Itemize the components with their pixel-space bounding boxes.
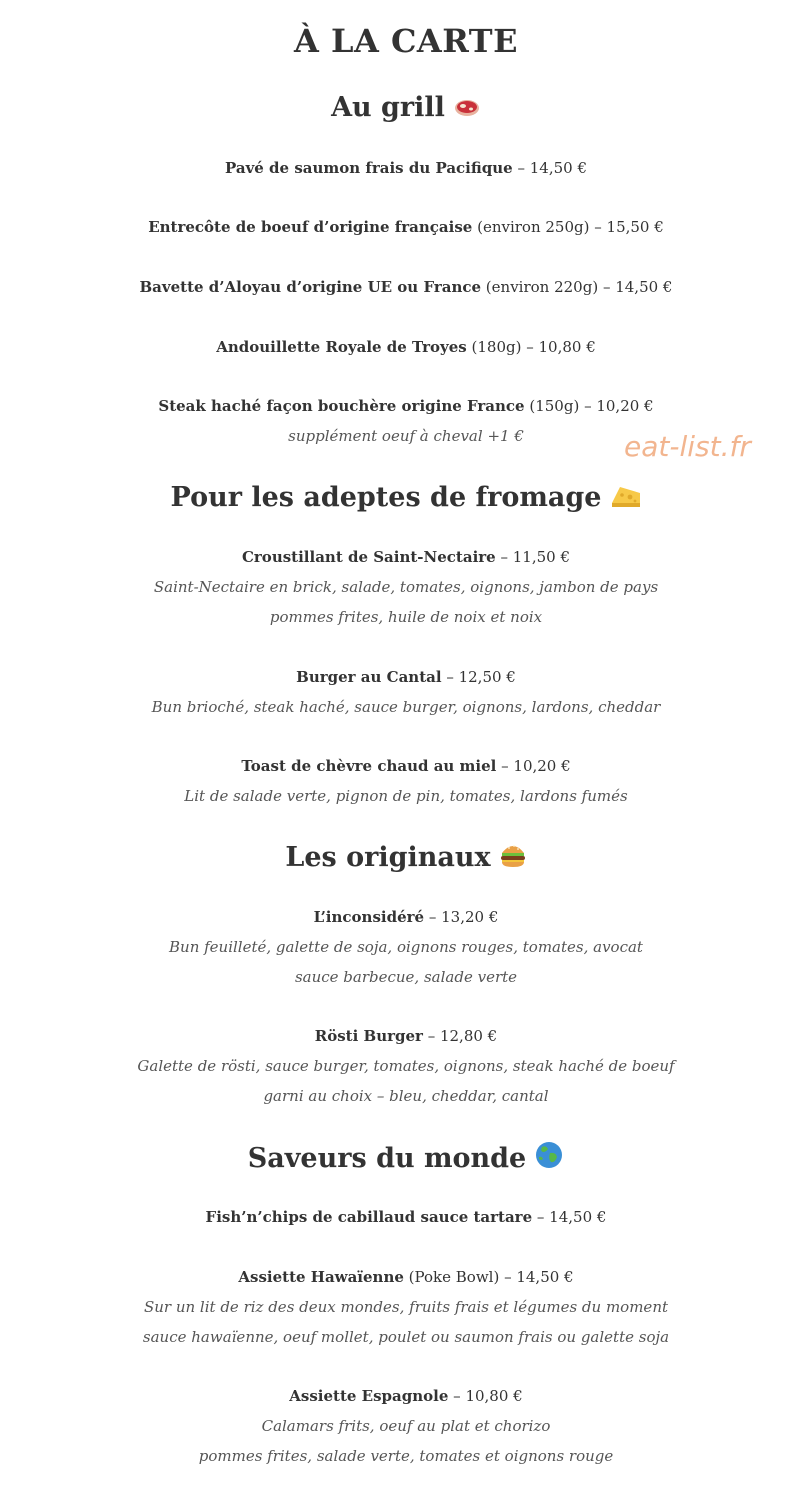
item-name: Assiette Hawaïenne: [238, 1268, 404, 1286]
page-title: À LA CARTE: [294, 22, 518, 60]
menu-item: [0, 755, 812, 777]
item-name: Toast de chèvre chaud au miel: [241, 757, 497, 775]
section-title: [0, 90, 812, 129]
item-portion: (150g): [524, 397, 580, 415]
section-title: [0, 1140, 812, 1180]
item-description: Saint-Nectaire en brick, salade, tomates, oignons, jambon de pays: [153, 578, 659, 596]
section-title-text: Pour les adeptes de fromage: [170, 482, 602, 513]
menu-item: [0, 546, 812, 568]
item-description: Lit de salade verte, pignon de pin, tomates, lardons fumés: [184, 787, 628, 805]
item-price: – 15,50 €: [589, 218, 664, 236]
item-price: – 14,50 €: [512, 159, 588, 177]
item-price: – 10,80 €: [448, 1387, 523, 1405]
item-price: – 10,20 €: [579, 397, 654, 415]
item-price: – 10,80 €: [521, 338, 596, 356]
cheese-icon: [610, 483, 642, 519]
item-price: – 12,50 €: [441, 668, 516, 686]
menu-item: [0, 666, 812, 688]
menu-item: [0, 1266, 812, 1288]
menu-item: [0, 276, 812, 298]
item-description: supplément oeuf à cheval +1 €: [288, 427, 524, 445]
item-name: Croustillant de Saint-Nectaire: [241, 548, 496, 566]
menu-item: [0, 1385, 812, 1407]
item-name: Burger au Cantal: [296, 668, 442, 686]
item-description: Bun brioché, steak haché, sauce burger, oignons, lardons, cheddar: [151, 698, 661, 716]
item-price: – 12,80 €: [422, 1027, 498, 1045]
menu-item: [0, 157, 812, 179]
item-description: sauce barbecue, salade verte: [294, 968, 518, 986]
item-description: pommes frites, huile de noix et noix: [269, 608, 543, 626]
item-portion: (Poke Bowl): [403, 1268, 500, 1286]
item-name: L’inconsidéré: [313, 908, 425, 926]
item-price: – 10,20 €: [496, 757, 571, 775]
item-description: Bun feuilleté, galette de soja, oignons rouges, tomates, avocat: [169, 938, 643, 956]
item-name: Rösti Burger: [314, 1027, 423, 1045]
item-price: – 11,50 €: [495, 548, 571, 566]
item-name: Steak haché façon bouchère origine France: [158, 397, 525, 415]
item-name: Bavette d’Aloyau d’origine UE ou France: [139, 278, 482, 296]
item-name: Entrecôte de boeuf d’origine française: [148, 218, 473, 236]
menu-item: [0, 395, 812, 417]
item-name: Pavé de saumon frais du Pacifique: [224, 159, 513, 177]
item-price: – 13,20 €: [424, 908, 499, 926]
menu-item: [0, 216, 812, 238]
item-description: Calamars frits, oeuf au plat et chorizo: [261, 1417, 551, 1435]
section-title: [0, 840, 812, 879]
menu-item: [0, 1206, 812, 1228]
item-description: sauce hawaïenne, oeuf mollet, poulet ou saumon frais ou galette soja: [142, 1328, 670, 1346]
item-name: Andouillette Royale de Troyes: [216, 338, 467, 356]
menu-item: [0, 336, 812, 358]
steak-icon: [453, 93, 481, 129]
section-title-text: Les originaux: [285, 842, 491, 873]
item-description: pommes frites, salade verte, tomates et oignons rouge: [198, 1447, 614, 1465]
item-description: garni au choix – bleu, cheddar, cantal: [263, 1087, 549, 1105]
item-price: – 14,50 €: [532, 1208, 607, 1226]
menu-item: [0, 1025, 812, 1047]
globe-icon: [534, 1140, 564, 1180]
menu-item: [0, 906, 812, 928]
item-name: Assiette Espagnole: [289, 1387, 449, 1405]
item-portion: (environ 250g): [472, 218, 590, 236]
section-title: [0, 480, 812, 519]
item-description: Galette de rösti, sauce burger, tomates, oignons, steak haché de boeuf: [137, 1057, 675, 1075]
item-price: – 14,50 €: [499, 1268, 574, 1286]
section-title-text: Au grill: [331, 92, 445, 123]
watermark: eat-list.fr: [624, 430, 751, 463]
section-title-text: Saveurs du monde: [247, 1143, 527, 1174]
item-portion: (180g): [466, 338, 522, 356]
item-portion: (environ 220g): [481, 278, 599, 296]
burger-icon: [499, 841, 527, 879]
item-name: Fish’n’chips de cabillaud sauce tartare: [205, 1208, 533, 1226]
item-price: – 14,50 €: [598, 278, 673, 296]
item-description: Sur un lit de riz des deux mondes, fruits frais et légumes du moment: [143, 1298, 669, 1316]
